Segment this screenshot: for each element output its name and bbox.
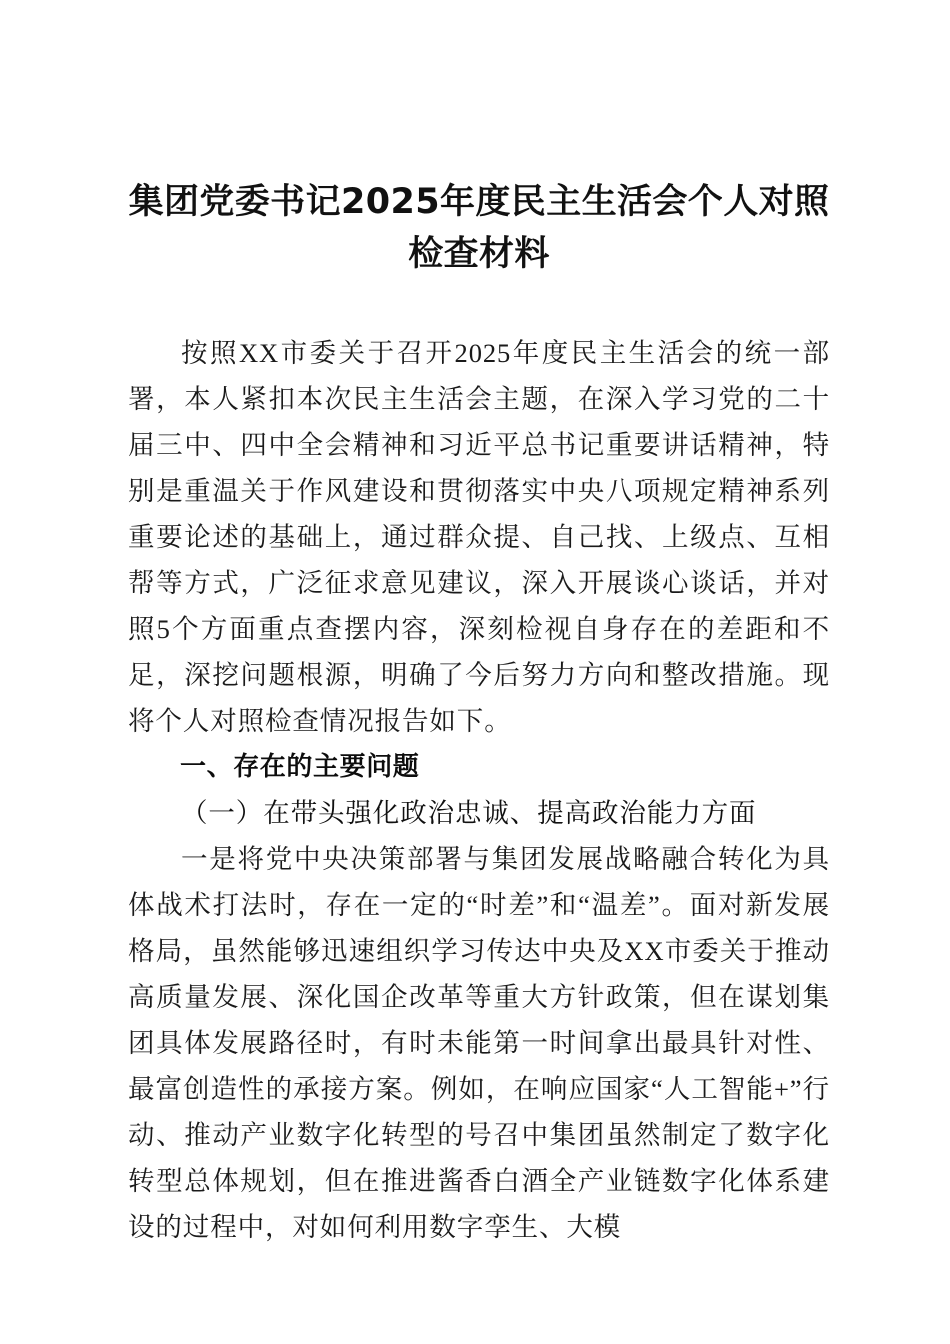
heading-level-2-political-loyalty: （一）在带头强化政治忠诚、提高政治能力方面 xyxy=(181,798,757,828)
heading-level-1-main-problems: 一、存在的主要问题 xyxy=(180,752,420,782)
paragraph-opening: 按照XX市委关于召开2025年度民主生活会的统一部署，本人紧扣本次民主生活会主题，在深入学习党的二十届三中、四中全会精神和习近平总书记重要讲话精神，特别是重温关于作风建设和贯彻落实中央八项规定精神系列重要论述的基础上，通过群众提、自己找、上级点、互相帮等方式，广泛征求意见建议，深入开展谈心谈话，并对照5个方面重点查摆内容，深刻检视自身存在的差距和不足，深挖问题根源，明确了今后努力方向和整改措施。现将个人对照检查情况报告如下。 xyxy=(128,338,830,736)
paragraph-item-one: 一是将党中央决策部署与集团发展战略融合转化为具体战术打法时，存在一定的“时差”和“温差”。面对新发展格局，虽然能够迅速组织学习传达中央及XX市委关于推动高质量发展、深化国企改革等重大方针政策，但在谋划集团具体发展路径时，有时未能第一时间拿出最具针对性、最富创造性的承接方案。例如，在响应国家“人工智能+”行动、推动产业数字化转型的号召中集团虽然制定了数字化转型总体规划，但在推进酱香白酒全产业链数字化体系建设的过程中，对如何利用数字孪生、大模 xyxy=(128,844,830,1242)
page-title: 集团党委书记2025年度民主生活会个人对照检查材料 xyxy=(128,182,830,274)
document-body xyxy=(128,330,830,1250)
